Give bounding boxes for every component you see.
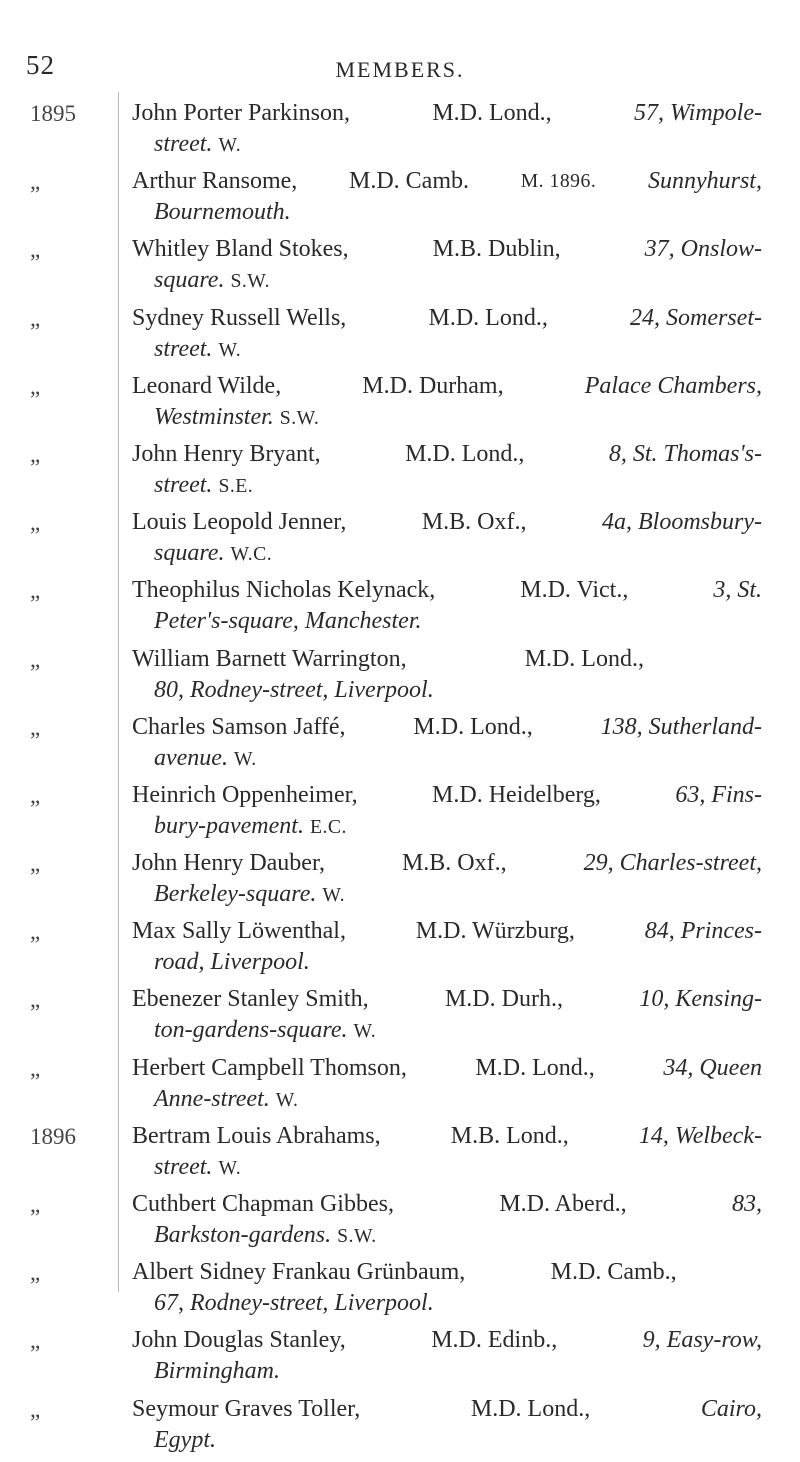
- member-address: Cairo,: [700, 1395, 762, 1422]
- election-year: „: [30, 851, 41, 877]
- member-qualification: M.B. Oxf.,: [401, 850, 507, 877]
- postal-district: W.: [218, 134, 242, 156]
- member-address-cont: Berkeley-square.: [154, 881, 317, 908]
- member-qualification: M.D. Würzburg,: [415, 918, 575, 945]
- member-address: 3, St.: [713, 577, 762, 604]
- member-qualification: M.B. Oxf.,: [421, 509, 527, 536]
- postal-district: S.W.: [279, 406, 320, 429]
- member-entry: [20, 166, 790, 234]
- member-qualification: M.D. Durh.,: [444, 986, 563, 1013]
- member-address: Palace Chambers,: [584, 372, 762, 399]
- member-address: 24, Somerset-: [630, 304, 762, 331]
- postal-district: W.: [275, 1088, 299, 1111]
- member-address: 14, Welbeck-: [638, 1122, 762, 1149]
- member-address-cont: Egypt.: [154, 1426, 216, 1453]
- member-name: John Henry Dauber,: [132, 850, 325, 877]
- member-address-cont: road, Liverpool.: [154, 949, 310, 976]
- member-address-cont: avenue.: [154, 744, 228, 771]
- member-qualification: M.B. Lond.,: [450, 1122, 569, 1149]
- member-note: M. 1896.: [520, 170, 597, 193]
- member-name: Whitley Bland Stokes,: [132, 236, 349, 263]
- member-address-cont: Anne-street.: [154, 1085, 270, 1112]
- election-year: „: [30, 1328, 41, 1354]
- postal-district: W.: [322, 884, 346, 907]
- election-year: „: [30, 578, 41, 604]
- member-qualification: M.D. Lond.,: [470, 1395, 591, 1422]
- postal-district: W.: [353, 1020, 377, 1043]
- member-qualification: M.D. Lond.,: [413, 713, 533, 740]
- member-name: Bertram Louis Abrahams,: [132, 1122, 381, 1149]
- member-address-cont: Peter's-square, Manchester.: [154, 608, 422, 635]
- election-year: 1895: [30, 101, 76, 126]
- member-entry: [20, 1189, 790, 1257]
- member-address-cont: square.: [154, 267, 225, 294]
- member-name: Charles Samson Jaffé,: [132, 713, 346, 740]
- postal-district: S.E.: [218, 474, 254, 497]
- election-year: „: [30, 373, 41, 399]
- member-qualification: M.D. Aberd.,: [499, 1191, 627, 1217]
- member-address-cont: Westminster.: [154, 403, 274, 430]
- member-address: Sunnyhurst,: [647, 168, 762, 195]
- member-address-cont: Birmingham.: [154, 1358, 280, 1385]
- member-address-cont: bury-pavement.: [154, 812, 304, 839]
- member-address-cont: ton-gardens-square.: [154, 1017, 348, 1044]
- member-qualification: M.D. Durham,: [362, 372, 504, 399]
- member-address: 84, Princes-: [644, 918, 762, 945]
- member-address: 29, Charles-street,: [583, 850, 762, 877]
- member-address: 4a, Bloomsbury-: [602, 509, 762, 536]
- election-year: „: [30, 169, 41, 195]
- member-name: Sydney Russell Wells,: [132, 304, 347, 331]
- member-name: Louis Leopold Jenner,: [132, 509, 347, 536]
- member-address-cont: Barkston-gardens.: [154, 1222, 332, 1248]
- election-year: „: [30, 1396, 41, 1422]
- member-name: Heinrich Oppenheimer,: [132, 781, 358, 808]
- postal-district: W.: [218, 338, 242, 361]
- member-name: John Henry Bryant,: [132, 440, 321, 467]
- member-entry: [20, 1394, 790, 1462]
- member-qualification: M.D. Camb.: [349, 168, 469, 195]
- member-address: 37, Onslow-: [644, 236, 762, 263]
- member-entry: [20, 1121, 790, 1189]
- member-name: Arthur Ransome,: [132, 168, 298, 195]
- election-year: „: [30, 441, 41, 467]
- postal-district: S.W.: [337, 1225, 377, 1247]
- member-address-cont: 80, Rodney-street, Liverpool.: [154, 676, 434, 703]
- member-name: John Porter Parkinson,: [132, 100, 350, 126]
- member-address-cont: street.: [154, 335, 213, 362]
- election-year: 1896: [30, 1123, 76, 1149]
- member-name: John Douglas Stanley,: [132, 1327, 346, 1354]
- member-entry: [20, 644, 790, 712]
- member-qualification: M.D. Lond.,: [524, 645, 644, 672]
- member-qualification: M.D. Lond.,: [405, 440, 525, 467]
- member-qualification: M.D. Camb.,: [550, 1259, 677, 1286]
- election-year: „: [30, 714, 41, 740]
- member-entry: [20, 712, 790, 780]
- election-year: „: [30, 646, 41, 672]
- member-name: Max Sally Löwenthal,: [132, 918, 346, 945]
- member-entry: [20, 507, 790, 575]
- member-entry: [20, 303, 790, 371]
- member-entry: [20, 780, 790, 848]
- election-year: „: [30, 305, 41, 331]
- page-number: 52: [26, 50, 55, 80]
- member-entry: [20, 1053, 790, 1121]
- member-address: 63, Fins-: [675, 781, 762, 808]
- postal-district: W.: [218, 1156, 242, 1179]
- election-year: „: [30, 1055, 41, 1081]
- postal-district: W.: [233, 747, 257, 770]
- member-entry: [20, 234, 790, 302]
- member-list: [20, 98, 790, 1462]
- postal-district: W.C.: [230, 543, 273, 566]
- member-name: Ebenezer Stanley Smith,: [132, 986, 369, 1013]
- member-entry: [20, 1325, 790, 1393]
- member-address: 57, Wimpole-: [634, 100, 762, 126]
- member-entry: [20, 848, 790, 916]
- member-address-cont: street.: [154, 471, 213, 498]
- election-year: „: [30, 1260, 41, 1286]
- member-entry: [20, 98, 790, 166]
- member-qualification: M.D. Edinb.,: [431, 1327, 558, 1354]
- member-qualification: M.D. Lond.,: [475, 1054, 595, 1081]
- member-name: Seymour Graves Toller,: [132, 1395, 361, 1422]
- member-entry: [20, 575, 790, 643]
- election-year: „: [30, 782, 41, 808]
- member-name: Herbert Campbell Thomson,: [132, 1054, 407, 1081]
- member-qualification: M.B. Dublin,: [432, 236, 561, 263]
- member-address: 83,: [731, 1191, 762, 1217]
- member-address-cont: street.: [154, 1153, 213, 1180]
- member-qualification: M.D. Heidelberg,: [432, 781, 601, 808]
- member-name: Leonard Wilde,: [132, 372, 282, 399]
- postal-district: E.C.: [309, 815, 347, 838]
- member-address-cont: street.: [154, 131, 213, 157]
- member-address: 9, Easy-row,: [642, 1327, 762, 1354]
- member-qualification: M.D. Lond.,: [428, 304, 548, 331]
- election-year: „: [30, 919, 41, 945]
- member-name: Albert Sidney Frankau Grünbaum,: [132, 1259, 466, 1286]
- member-entry: [20, 439, 790, 507]
- postal-district: S.W.: [230, 270, 270, 293]
- member-address-cont: square.: [154, 540, 225, 567]
- member-address: 138, Sutherland-: [600, 713, 762, 740]
- election-year: „: [30, 510, 41, 536]
- member-name: Theophilus Nicholas Kelynack,: [132, 577, 436, 604]
- member-address-cont: 67, Rodney-street, Liverpool.: [154, 1290, 434, 1317]
- member-name: Cuthbert Chapman Gibbes,: [132, 1191, 394, 1217]
- member-name: William Barnett Warrington,: [132, 645, 407, 672]
- election-year: „: [30, 237, 41, 263]
- running-head: MEMBERS.: [335, 57, 465, 82]
- member-entry: [20, 1257, 790, 1325]
- election-year: „: [30, 987, 41, 1013]
- member-qualification: M.D. Vict.,: [520, 577, 629, 604]
- member-entry: [20, 916, 790, 984]
- election-year: „: [30, 1192, 41, 1217]
- member-address: 34, Queen: [663, 1054, 762, 1081]
- member-entry: [20, 984, 790, 1052]
- member-address-cont: Bournemouth.: [154, 199, 291, 226]
- member-entry: [20, 371, 790, 439]
- member-address: 8, St. Thomas's-: [608, 440, 762, 467]
- member-qualification: M.D. Lond.,: [432, 100, 552, 126]
- member-address: 10, Kensing-: [639, 986, 762, 1013]
